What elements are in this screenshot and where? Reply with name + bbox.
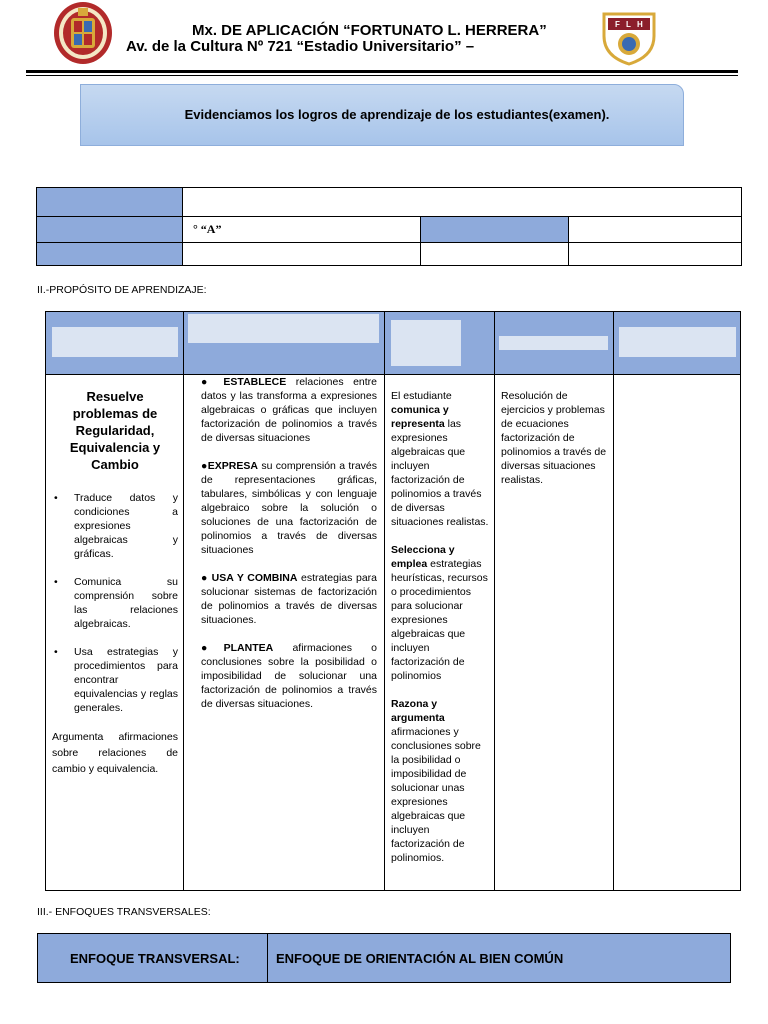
criterios-cell — [201, 375, 377, 725]
criterio-text: estrategias para solucionar sistemas de factorización de polinomios a través de diversas situaciones. — [201, 572, 378, 626]
header-rule-thick — [26, 70, 738, 73]
desempeno-item — [391, 697, 489, 865]
enfoque-value: ENFOQUE DE ORIENTACIÓN AL BIEN COMÚN — [276, 951, 564, 966]
school-shield-icon — [600, 10, 658, 66]
evidencia-cell: Resolución de ejercicios y problemas de ecuaciones factorización de polinomios a través de diversas situaciones realistas. — [501, 390, 607, 486]
criterio-text: afirmaciones o conclusiones sobre la posibilidad o imposibilidad de solucionar una factorización de polinomios a través de diversas situaciones. — [201, 642, 378, 710]
desempeno-intro: El estudiante — [391, 390, 452, 402]
info-row — [37, 243, 742, 266]
header-cell-competencia — [52, 327, 178, 357]
column-divider — [613, 312, 614, 890]
criterio-verb: EXPRESA — [207, 460, 258, 472]
desempeno-verb: Razona y argumenta — [391, 698, 445, 724]
criterio-text: relaciones entre datos y las transforma a expresiones algebraicas o gráficas que incluyen factorización de polinomios a través de diversas situaciones — [201, 376, 378, 444]
info-row — [37, 217, 742, 243]
capacidad-item: • Traduce datos y condiciones a expresiones algebraicas y gráficas. — [52, 491, 178, 561]
title-banner — [80, 84, 684, 146]
competencia-title: Resuelve problemas de Regularidad, Equivalencia y Cambio — [69, 389, 161, 472]
school-address: Av. de la Cultura Nº 721 “Estadio Universitario” – — [126, 38, 475, 55]
info-label-cell — [37, 188, 183, 217]
grade-section-cell: ° “A” — [183, 217, 421, 243]
header-rule-thin — [26, 75, 738, 76]
header-cell-criterios — [188, 314, 379, 343]
shield-letter-l: L — [626, 20, 631, 29]
desempenos-cell — [391, 389, 489, 865]
criterio-text: su comprensión a través de representaciones gráficas, tabulares, simbólicas y con lenguaje algebraico sobre la solución o soluciones de una factorización de polinomios a través de diversas situaciones — [201, 460, 377, 556]
university-crest-logo — [52, 0, 114, 66]
desempeno-text: estrategias heurísticas, recursos o procedimientos para solucionar expresiones algebraicas que incluyen factorización de polinomios — [391, 558, 488, 682]
bullet-icon: ● — [201, 460, 208, 472]
column-divider — [384, 312, 385, 890]
school-name: Mx. DE APLICACIÓN “FORTUNATO L. HERRERA” — [192, 22, 547, 39]
header-cell-instrumento — [619, 327, 736, 357]
desempeno-verb: comunica y representa — [391, 404, 449, 430]
info-table — [36, 187, 742, 266]
university-crest-icon — [52, 0, 114, 66]
criterio-item — [201, 641, 377, 711]
shield-letter-f: F — [615, 20, 620, 29]
criterio-item — [201, 459, 377, 557]
proposito-table — [45, 311, 741, 891]
desempeno-text: las expresiones algebraicas que incluyen factorización de polinomios a través de diversas situaciones realistas. — [391, 418, 489, 528]
bullet-icon: ● — [201, 572, 209, 584]
header-cell-desempenos — [391, 320, 461, 366]
column-divider — [494, 312, 495, 890]
competencia-cell — [52, 388, 178, 777]
capacidad-item: • Comunica su comprensión sobre las relaciones algebraicas. — [52, 575, 178, 631]
header-cell-evidencia — [499, 336, 608, 350]
shield-letter-h: H — [637, 20, 643, 29]
info-value-cell — [183, 188, 742, 217]
desempeno-item — [391, 543, 489, 683]
info-value-cell — [183, 243, 421, 266]
capacidad-argumenta: Argumenta afirmaciones sobre relaciones de cambio y equivalencia. — [52, 731, 178, 775]
criterio-verb: ESTABLECE — [223, 376, 287, 388]
bullet-icon: ● — [201, 376, 214, 388]
criterio-verb: USA Y COMBINA — [211, 572, 298, 584]
capacidades-list — [52, 491, 178, 715]
school-shield-logo — [600, 10, 658, 66]
section-ii-label: II.-PROPÓSITO DE APRENDIZAJE: — [37, 284, 207, 296]
desempeno-item — [391, 389, 489, 529]
criterio-verb: PLANTEA — [223, 642, 274, 654]
banner-title: Evidenciamos los logros de aprendizaje de los estudiantes(examen). — [184, 107, 610, 122]
proposito-header-row — [46, 312, 740, 375]
criterio-item — [201, 571, 377, 627]
enfoque-label-cell — [38, 934, 268, 982]
enfoque-table — [37, 933, 731, 983]
info-value-cell — [569, 217, 742, 243]
section-iii-label: III.- ENFOQUES TRANSVERSALES: — [37, 906, 211, 918]
capacidad-item: • Usa estrategias y procedimientos para encontrar equivalencias y reglas generales. — [52, 645, 178, 715]
info-value-cell — [421, 243, 569, 266]
info-value-cell — [569, 243, 742, 266]
info-row — [37, 188, 742, 217]
column-divider — [183, 312, 184, 890]
desempeno-verb: Selecciona y emplea — [391, 544, 455, 570]
criterio-item — [201, 375, 377, 445]
enfoque-label: ENFOQUE TRANSVERSAL: — [70, 951, 240, 966]
bullet-icon: ● — [201, 642, 224, 654]
info-label-cell — [37, 243, 183, 266]
info-label-cell — [421, 217, 569, 243]
desempeno-text: afirmaciones y conclusiones sobre la posibilidad o imposibilidad de solucionar unas expresiones algebraicas que incluyen factorización de polinomios. — [391, 726, 481, 864]
info-label-cell — [37, 217, 183, 243]
